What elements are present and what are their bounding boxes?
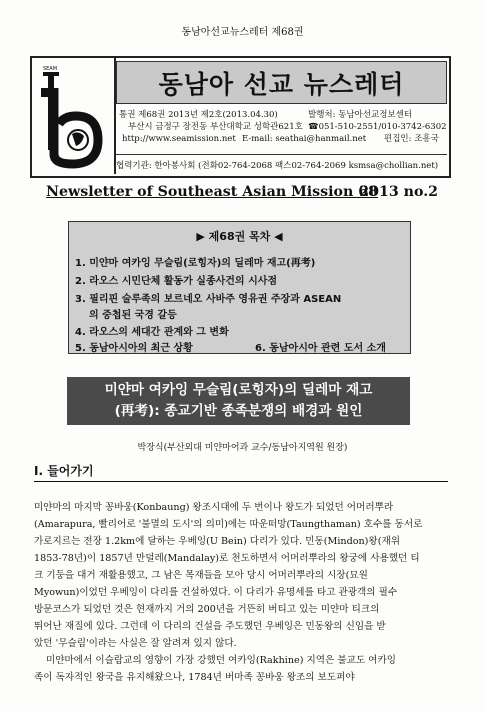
newsletter-english-title: Newsletter of Southeast Asian Mission 68: [46, 184, 379, 200]
article-title-line: (再考): 종교기반 종족분쟁의 배경과 원인: [114, 403, 363, 419]
toc-item: 2. 라오스 시민단체 활동가 실종사건의 시사점: [75, 276, 278, 287]
website: http://www.seamission.net: [122, 134, 236, 144]
body-line: 1853-78년)이 1857년 만덜레(Mandalay)로 천도하면서 어머러뿌라의 왕궁에 사용했던 티: [34, 553, 420, 564]
body-line: 았던 '무슬림'이라는 사실은 잘 알려져 있지 않다.: [34, 638, 237, 649]
editor: 편집인: 조흥국: [384, 134, 439, 144]
body-line: 크 기둥을 대거 재활용했고, 그 남은 목재들을 모아 당시 어머러뿌라의 시장(묘원: [34, 570, 368, 581]
issue-number: 2013 no.2: [359, 184, 438, 200]
section-heading: I. 들어가기: [34, 464, 94, 478]
article-author: 박장식(부산외대 미얀마어과 교수/동남아지역원 원장): [137, 443, 348, 453]
running-header: 동남아선교뉴스레터 제68권: [181, 27, 304, 38]
publisher: 발행처: 동남아선교정보센터: [308, 110, 413, 120]
body-line: 뛰어난 재질에 있다. 그런데 이 다리의 건설을 주도했던 우베잉은 민동왕의 신임을 받: [34, 621, 386, 632]
toc-item: 의 중첩된 국경 갈등: [89, 310, 177, 321]
toc-item: 1. 미얀마 여카잉 무슬림(로힝자)의 딜레마 재고(再考): [75, 258, 316, 269]
mission-logo: [32, 58, 116, 174]
toc-item: 6. 동남아시아 관련 도서 소개: [255, 343, 386, 354]
article-title: [67, 377, 410, 425]
section-divider: [34, 481, 448, 482]
toc-item: 5. 동남아시아의 최근 상황: [75, 343, 193, 354]
address: 부산시 금정구 장전동 부산대학교 성학관621호: [128, 122, 303, 132]
body-line: (Amarapura, 빨리어로 '불멸의 도시'의 의미)에는 따운떠망(Taungthaman) 호수를 동서로: [34, 519, 423, 530]
table-of-contents: [68, 221, 411, 354]
newsletter-heading: [46, 184, 438, 200]
newsletter-title: 동남아 선교 뉴스레터: [158, 69, 405, 99]
newsletter-title-banner: [116, 61, 447, 104]
body-line: 미얀마에서 이슬람교의 영향이 가장 강했던 여카잉(Rakhine) 지역은 불교도 여카잉: [46, 655, 396, 666]
body-line: Myowun)이었던 우베잉이 다리를 건설하였다. 이 다리가 유명세를 타고 관광객의 필수: [34, 587, 398, 598]
email: E-mail: seathai@hanmail.net: [242, 134, 367, 144]
cooperation-info: 협력기관: 한아봉사회 (전화02-764-2068 팩스02-764-2069 ksmsa@chollian.net): [116, 154, 447, 171]
toc-item: 4. 라오스의 세대간 관계와 그 변화: [75, 327, 229, 338]
toc-item: 3. 필리핀 술루족의 보르네오 사바주 영유권 주장과 ASEAN: [75, 294, 342, 305]
body-line: 방문코스가 되었던 것은 현재까지 거의 200년을 거뜬히 버티고 있는 미얀마 티크의: [34, 604, 380, 615]
phone: ☎051-510-2551/010-3742-6302: [308, 122, 447, 132]
body-line: 족이 독자적인 왕국을 유지해왔으나, 1784년 버마족 꽁바웅 왕조의 보도퍼야: [34, 672, 355, 683]
body-line: 미얀마의 마지막 꽁바웅(Konbaung) 왕조시대에 두 번이나 왕도가 되었던 어머러뿌라: [34, 502, 394, 513]
svg-text:SEAM: SEAM: [42, 66, 58, 72]
publication-info: [116, 108, 447, 151]
toc-title: ▶ 제68권 목차 ◀: [196, 230, 283, 243]
issue-info: 통권 제68권 2013년 제2호(2013.04.30): [119, 110, 278, 120]
body-line: 가로지르는 전장 1.2km에 달하는 우베잉(U Bein) 다리가 있다. 민동(Mindon)왕(재위: [34, 536, 400, 547]
article-title-line: 미얀마 여카잉 무슬림(로힝자)의 딜레마 재고: [104, 382, 373, 398]
masthead: [30, 56, 451, 178]
